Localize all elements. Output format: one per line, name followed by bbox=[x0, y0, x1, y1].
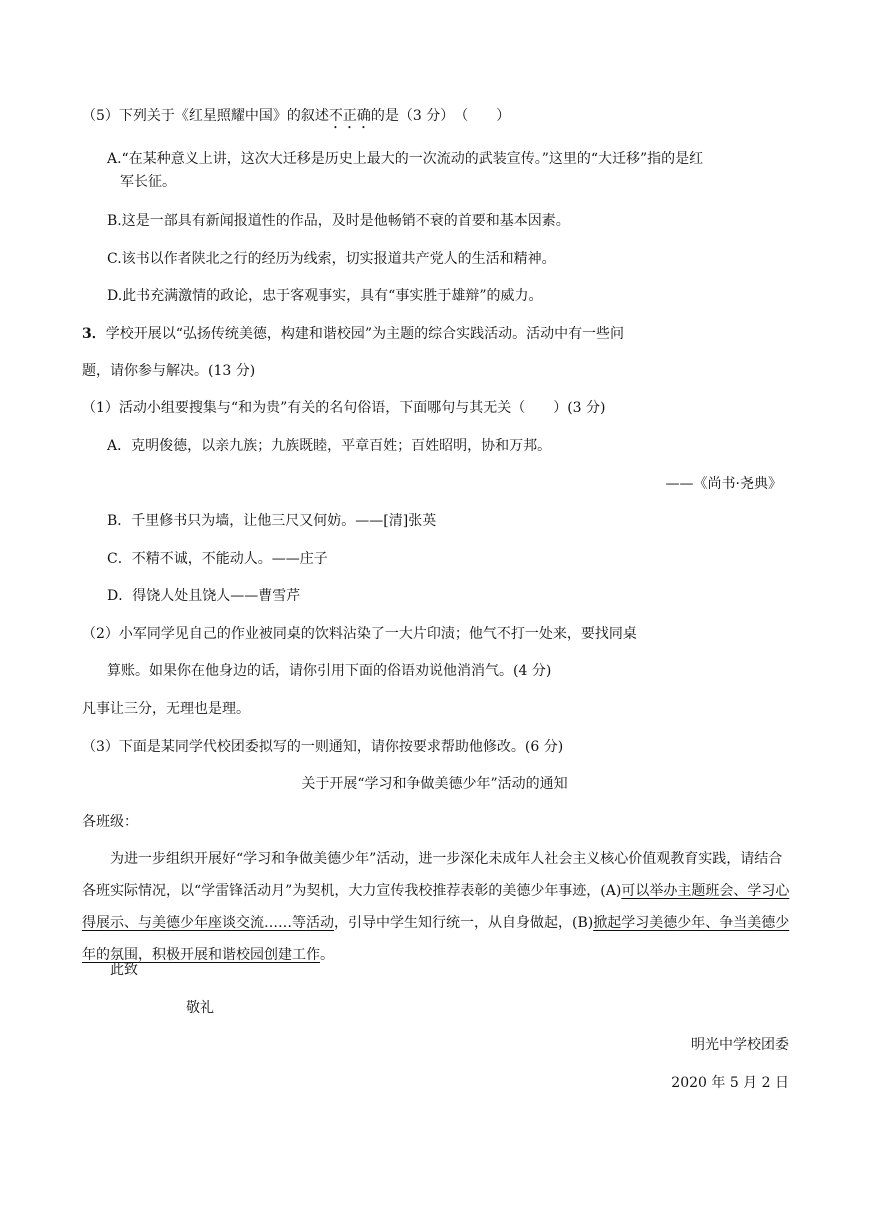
q3-stem-1: 学校开展以“弘扬传统美德，构建和谐校园”为主题的综合实践活动。活动中有一些问 bbox=[105, 326, 625, 342]
q3-part1-stem: （1）活动小组要搜集与“和为贵”有关的名句俗语，下面哪句与其无关（ ）(3 分) bbox=[82, 400, 606, 416]
notice-body-part3: 。 bbox=[320, 947, 334, 963]
notice-signer: 明光中学校团委 bbox=[691, 1037, 789, 1053]
q5-option-a-line2: 军长征。 bbox=[120, 174, 176, 190]
q3-part2-stem-line1: （2）小军同学见自己的作业被同桌的饮料沾染了一大片印渍；他气不打一处来，要找同桌 bbox=[82, 626, 637, 642]
q5-option-a-line1: A.“在某种意义上讲，这次大迁移是历史上最大的一次流动的武装宣传。”这里的“大迁移”指的是红 bbox=[107, 151, 704, 167]
notice-underlined-b: 掀起学习美德少年、争当美德少年的氛围，积极开展和谐校园创建工作 bbox=[82, 915, 790, 963]
q3-part1-option-b: B．千里修书只为墙，让他三尺又何妨。——[清]张英 bbox=[107, 513, 437, 529]
question-3-stem-line2: 题，请你参与解决。(13 分) bbox=[82, 363, 256, 379]
q3-part1-option-a: A．克明俊德，以亲九族；九族既睦，平章百姓；百姓昭明，协和万邦。 bbox=[107, 438, 552, 454]
notice-salutation: 各班级： bbox=[82, 814, 138, 830]
q3-part1-option-c: C．不精不诚，不能动人。——庄子 bbox=[107, 551, 328, 567]
notice-body bbox=[82, 843, 790, 971]
question-5-stem bbox=[82, 106, 510, 132]
q3-part2-stem-line2: 算账。如果你在他身边的话，请你引用下面的俗语劝说他消消气。(4 分) bbox=[107, 663, 552, 679]
q3-part2-saying: 凡事让三分，无理也是理。 bbox=[82, 701, 250, 717]
q5-option-b: B.这是一部具有新闻报道性的作品，及时是他畅销不衰的首要和基本因素。 bbox=[107, 213, 570, 229]
notice-closing-2: 敬礼 bbox=[186, 1000, 214, 1016]
notice-body-part1: 为进一步组织开展好“学习和争做美德少年”活动，进一步深化未成年人社会主义核心价值观教育实践，请结合各班实际情况，以“学雷锋活动月”为契机，大力宣传我校推荐表彰的美德少年事迹，(A) bbox=[82, 851, 783, 899]
q5-stem-pre: （5）下列关于《红星照耀中国》的叙述 bbox=[82, 108, 329, 124]
notice-closing-1: 此致 bbox=[110, 962, 138, 978]
notice-underlined-a: 可以举办主题班会、学习心得展示、与美德少年座谈交流……等活动 bbox=[82, 883, 790, 931]
q5-option-d: D.此书充满激情的政论，忠于客观事实，具有“事实胜于雄辩”的威力。 bbox=[107, 288, 543, 304]
notice-body-part2: ，引导中学生知行统一，从自身做起，(B) bbox=[334, 915, 594, 931]
q5-stem-post: 的是（3 分） （ ） bbox=[370, 108, 511, 124]
q3-part1-option-a-source: ——《尚书·尧典》 bbox=[665, 476, 782, 492]
q5-option-c: C.该书以作者陕北之行的经历为线索，切实报道共产党人的生活和精神。 bbox=[107, 251, 556, 267]
q3-part1-option-d: D．得饶人处且饶人——曹雪芹 bbox=[107, 588, 301, 604]
question-3-stem-line1 bbox=[82, 324, 624, 344]
notice-date: 2020 年 5 月 2 日 bbox=[671, 1075, 789, 1091]
q5-stem-emphasis: 不正确 bbox=[328, 108, 371, 124]
question-3-number: 3． bbox=[82, 326, 106, 342]
notice-title: 关于开展“学习和争做美德少年”活动的通知 bbox=[301, 776, 568, 792]
q3-part3-stem: （3）下面是某同学代校团委拟写的一则通知，请你按要求帮助他修改。(6 分) bbox=[82, 739, 564, 755]
